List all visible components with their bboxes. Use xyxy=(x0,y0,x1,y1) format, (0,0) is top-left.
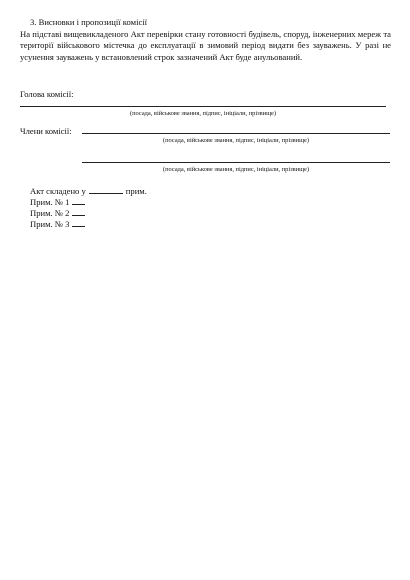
copy-3-blank xyxy=(72,219,85,227)
copy-3-row xyxy=(30,219,85,229)
member-signature-line-1 xyxy=(82,133,390,134)
section-heading: 3. Висновки і пропозиції комісії xyxy=(30,17,148,27)
conclusion-paragraph: На підставі вищевикладеного Акт перевірки стану готовності будівель, споруд, інженерних мереж та території військового містечка до експлуатації в зимовий період видати без зауважень. У разі не усунення зауважень у встановлений строк зазначений Акт буде анульований. xyxy=(20,29,391,62)
copies-drawn-up-suffix: прим. xyxy=(125,186,147,196)
chair-label: Голова комісії: xyxy=(20,89,74,99)
member-caption-1: (посада, військове звання, підпис, ініціали, прізвище) xyxy=(163,137,309,144)
members-label: Члени комісії: xyxy=(20,126,72,136)
chair-signature-line xyxy=(20,106,386,107)
copy-1-label: Прим. № 1 xyxy=(30,197,70,207)
copy-2-blank xyxy=(72,208,85,216)
copies-drawn-up-prefix: Акт складено у xyxy=(30,186,86,196)
copies-count-blank xyxy=(89,186,123,194)
copy-1-blank xyxy=(72,197,85,205)
copies-drawn-up xyxy=(30,186,147,196)
member-signature-line-2 xyxy=(82,162,390,163)
chair-caption: (посада, військове звання, підпис, ініціали, прізвище) xyxy=(130,110,276,117)
copy-2-label: Прим. № 2 xyxy=(30,208,70,218)
copy-3-label: Прим. № 3 xyxy=(30,219,70,229)
copy-2-row xyxy=(30,208,85,218)
copy-1-row xyxy=(30,197,85,207)
member-caption-2: (посада, військове звання, підпис, ініціали, прізвище) xyxy=(163,166,309,173)
